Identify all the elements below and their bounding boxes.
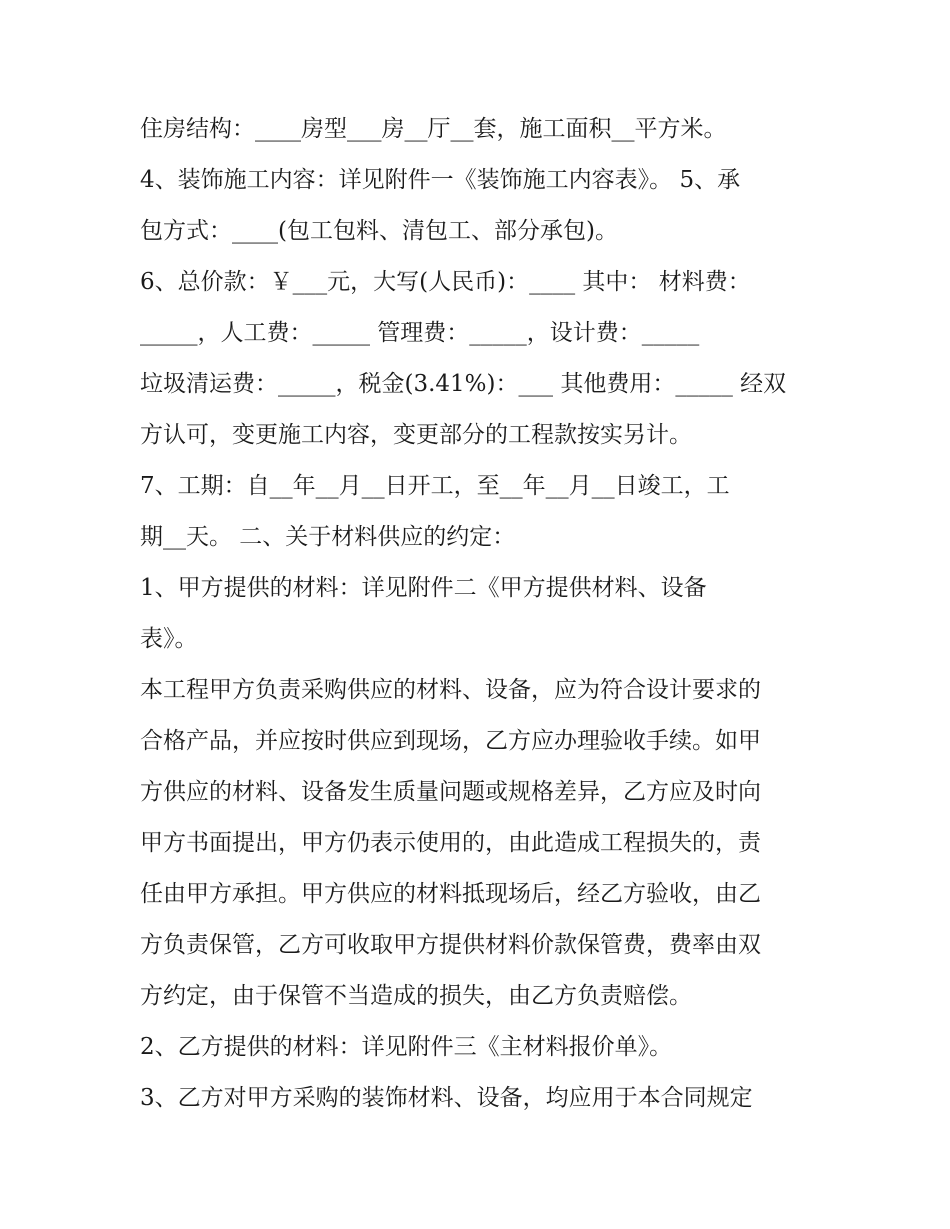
text-line: 方约定，由于保管不当造成的损失，由乙方负责赔偿。 (140, 983, 692, 1009)
text-line: 方供应的材料、设备发生质量问题或规格差异，乙方应及时向 (140, 779, 761, 805)
text-line: 6、总价款：￥___元，大写(人民币)：____ 其中： 材料费： (140, 269, 751, 295)
text-line: 方认可，变更施工内容，变更部分的工程款按实另计。 (140, 422, 692, 448)
text-line: 包方式：____(包工包料、清包工、部分承包)。 (140, 218, 618, 244)
text-line: 期__天。 二、关于材料供应的约定： (140, 524, 516, 550)
text-line: 表》。 (140, 626, 198, 652)
text-line: 任由甲方承担。甲方供应的材料抵现场后，经乙方验收，由乙 (140, 881, 761, 907)
text-line: 1、甲方提供的材料：详见附件二《甲方提供材料、设备 (140, 575, 707, 601)
text-line: 垃圾清运费：_____，税金(3.41%)：___ 其他费用：_____ 经双 (140, 371, 787, 397)
text-line: 甲方书面提出，甲方仍表示使用的，由此造成工程损失的，责 (140, 830, 761, 856)
document-body (140, 104, 820, 1124)
text-line: 方负责保管，乙方可收取甲方提供材料价款保管费，费率由双 (140, 932, 761, 958)
text-line: 住房结构：____房型___房__厅__套，施工面积__平方米。 (140, 116, 727, 142)
text-line: _____，人工费：_____ 管理费：_____，设计费：_____ (140, 320, 700, 346)
text-line: 7、工期：自__年__月__日开工，至__年__月__日竣工，工 (140, 473, 730, 499)
text-line: 3、乙方对甲方采购的装饰材料、设备，均应用于本合同规定 (140, 1085, 753, 1111)
text-line: 合格产品，并应按时供应到现场，乙方应办理验收手续。如甲 (140, 728, 761, 754)
text-line: 本工程甲方负责采购供应的材料、设备，应为符合设计要求的 (140, 677, 761, 703)
text-line: 4、装饰施工内容：详见附件一《装饰施工内容表》。 5、承 (140, 167, 741, 193)
text-line: 2、乙方提供的材料：详见附件三《主材料报价单》。 (140, 1034, 673, 1060)
